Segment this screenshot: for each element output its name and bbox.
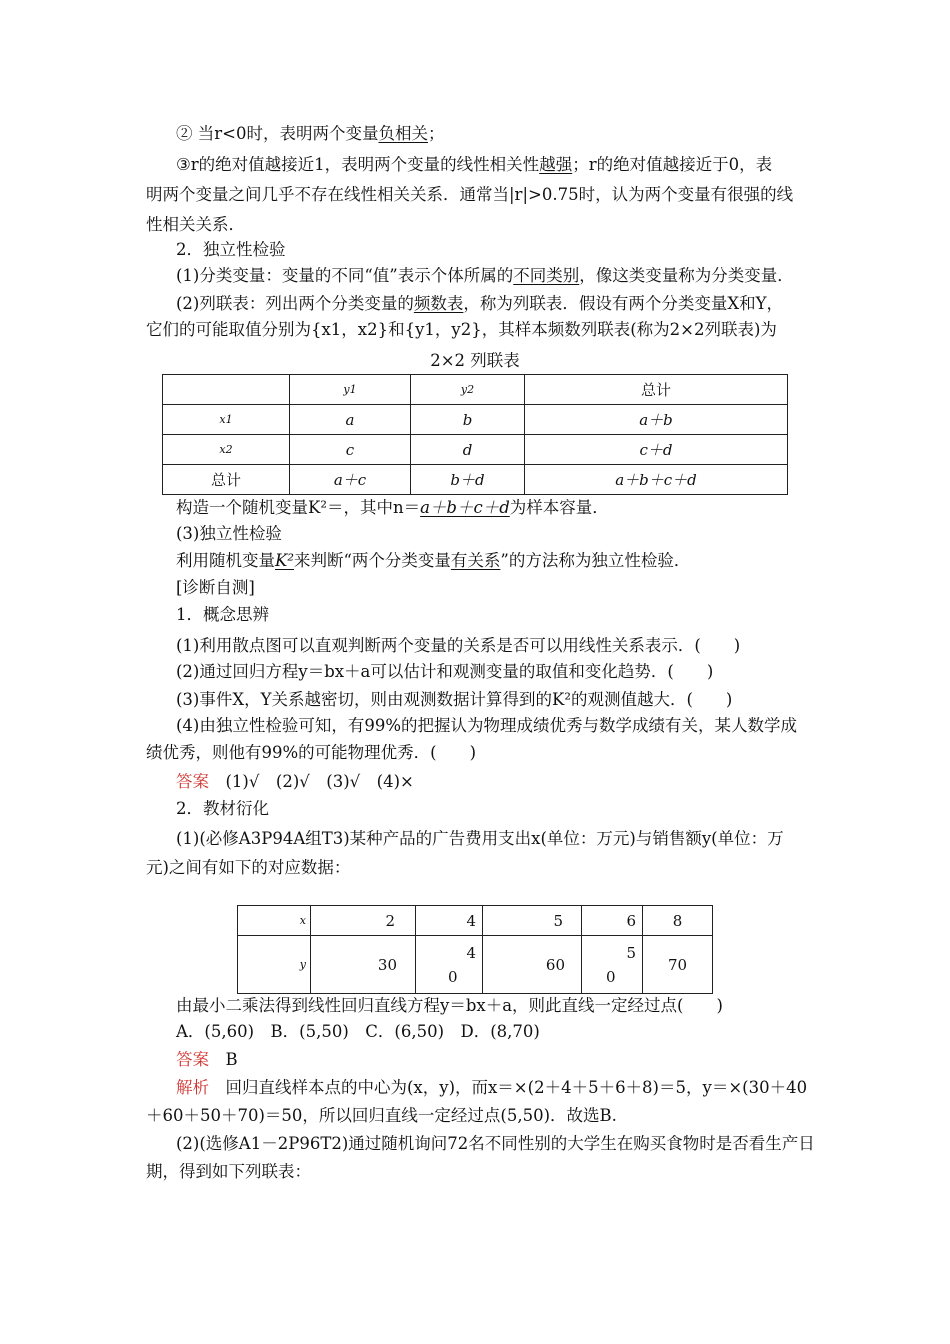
table-cell: y2 xyxy=(411,375,525,405)
table-cell: x xyxy=(238,906,311,936)
question-1: (1)利用散点图可以直观判断两个变量的关系是否可以用线性关系表示．( ) xyxy=(176,636,741,655)
paragraph-k-squared: 构造一个随机变量K²＝，其中n＝a＋b＋c＋d为样本容量． xyxy=(176,498,609,517)
question-4-line2: 绩优秀，则他有99%的可能物理优秀．( ) xyxy=(146,743,477,762)
table-cell: d xyxy=(411,435,525,465)
table-row xyxy=(163,405,788,435)
table-caption: 2×2 列联表 xyxy=(430,351,520,370)
table-row xyxy=(238,936,713,994)
table-cell: 总计 xyxy=(163,465,290,495)
section-self-test: [诊断自测] xyxy=(176,578,255,597)
problem-1-line1: (1)(必修A3P94A组T3)某种产品的广告费用支出x(单位：万元)与销售额y(单位：万 xyxy=(176,829,784,848)
table-cell: x1 xyxy=(163,405,290,435)
paragraph-negative-correlation: ② 当r<0时，表明两个变量负相关； xyxy=(176,124,445,143)
explanation-line1: 解析 回归直线样本点的中心为(x，y)，而x＝×(2＋4＋5＋6＋8)＝5，y＝×(30＋40 xyxy=(176,1078,808,1097)
question-2: (2)通过回归方程y＝bx＋a可以估计和观测变量的取值和变化趋势．( ) xyxy=(176,662,714,681)
table-cell: 2 xyxy=(311,906,416,936)
table-cell: c xyxy=(290,435,411,465)
problem-2-line2: 期，得到如下列联表： xyxy=(146,1162,311,1181)
cell-bottom: 0 xyxy=(606,967,616,986)
heading-textbook: 2．教材衍化 xyxy=(176,799,269,818)
table-cell: y1 xyxy=(290,375,411,405)
table-cell: 30 xyxy=(311,936,416,994)
table-cell: 60 xyxy=(483,936,582,994)
cell-top: 4 xyxy=(466,943,476,962)
paragraph-abs-r-2: 明两个变量之间几乎不存在线性相关关系．通常当|r|>0.75时，认为两个变量有很强的线 xyxy=(146,185,794,204)
paragraph-abs-r-3: 性相关关系． xyxy=(146,215,245,234)
table-cell: 5 xyxy=(483,906,582,936)
explanation-line2: ＋60＋50＋70)＝50，所以回归直线一定经过点(5,50)．故选B. xyxy=(146,1106,617,1125)
problem-1-line2: 元)之间有如下的对应数据： xyxy=(146,858,351,877)
contingency-table xyxy=(162,374,788,495)
table-cell: a＋b xyxy=(525,405,788,435)
table-cell: b xyxy=(411,405,525,435)
table-row xyxy=(238,906,713,936)
table-row xyxy=(163,465,788,495)
table-cell: c＋d xyxy=(525,435,788,465)
table-cell: b＋d xyxy=(411,465,525,495)
problem-1-options: A．(5,60) B．(5,50) C．(6,50) D．(8,70) xyxy=(176,1022,540,1041)
answer-1: 答案 (1)√ (2)√ (3)√ (4)× xyxy=(176,772,414,791)
problem-2-line1: (2)(选修A1－2P96T2)通过随机询问72名不同性别的大学生在购买食物时是否看生产日 xyxy=(176,1134,815,1153)
table-cell: y xyxy=(238,936,311,994)
table-cell: 6 xyxy=(582,906,643,936)
data-table xyxy=(237,905,713,994)
question-4-line1: (4)由独立性检验可知，有99%的把握认为物理成绩优秀与数学成绩有关，某人数学成 xyxy=(176,716,798,735)
heading-concept: 1．概念思辨 xyxy=(176,605,269,624)
paragraph-independence-label: (3)独立性检验 xyxy=(176,524,282,543)
answer-2: 答案 B xyxy=(176,1050,238,1069)
table-header-row xyxy=(163,375,788,405)
table-cell xyxy=(582,936,643,994)
problem-1-question: 由最小二乘法得到线性回归直线方程y＝bx＋a，则此直线一定经过点( ) xyxy=(176,996,723,1015)
table-cell: a xyxy=(290,405,411,435)
paragraph-categorical-variable: (1)分类变量：变量的不同“值”表示个体所属的不同类别，像这类变量称为分类变量． xyxy=(176,266,794,285)
table-cell xyxy=(416,936,483,994)
heading-independence-test: 2．独立性检验 xyxy=(176,240,286,259)
cell-top: 5 xyxy=(626,943,636,962)
table-cell: a＋b＋c＋d xyxy=(525,465,788,495)
paragraph-abs-r-1: ③r的绝对值越接近1，表明两个变量的线性相关性越强；r的绝对值越接近于0，表 xyxy=(176,155,773,174)
table-cell: 8 xyxy=(643,906,713,936)
paragraph-independence-def: 利用随机变量K²来判断“两个分类变量有关系”的方法称为独立性检验． xyxy=(176,551,691,570)
table-row xyxy=(163,435,788,465)
paragraph-contingency-2: 它们的可能取值分别为{x1，x2}和{y1，y2}，其样本频数列联表(称为2×2列联表)为 xyxy=(146,320,777,339)
explanation-label: 解析 xyxy=(176,1078,209,1097)
table-cell: 70 xyxy=(643,936,713,994)
cell-bottom: 0 xyxy=(448,967,458,986)
table-cell: 4 xyxy=(416,906,483,936)
table-cell xyxy=(163,375,290,405)
paragraph-contingency-1: (2)列联表：列出两个分类变量的频数表，称为列联表．假设有两个分类变量X和Y， xyxy=(176,294,784,313)
question-3: (3)事件X，Y关系越密切，则由观测数据计算得到的K²的观测值越大．( ) xyxy=(176,690,733,709)
table-cell: 总计 xyxy=(525,375,788,405)
answer-label: 答案 xyxy=(176,1050,209,1069)
table-cell: x2 xyxy=(163,435,290,465)
answer-label: 答案 xyxy=(176,772,209,791)
table-cell: a＋c xyxy=(290,465,411,495)
